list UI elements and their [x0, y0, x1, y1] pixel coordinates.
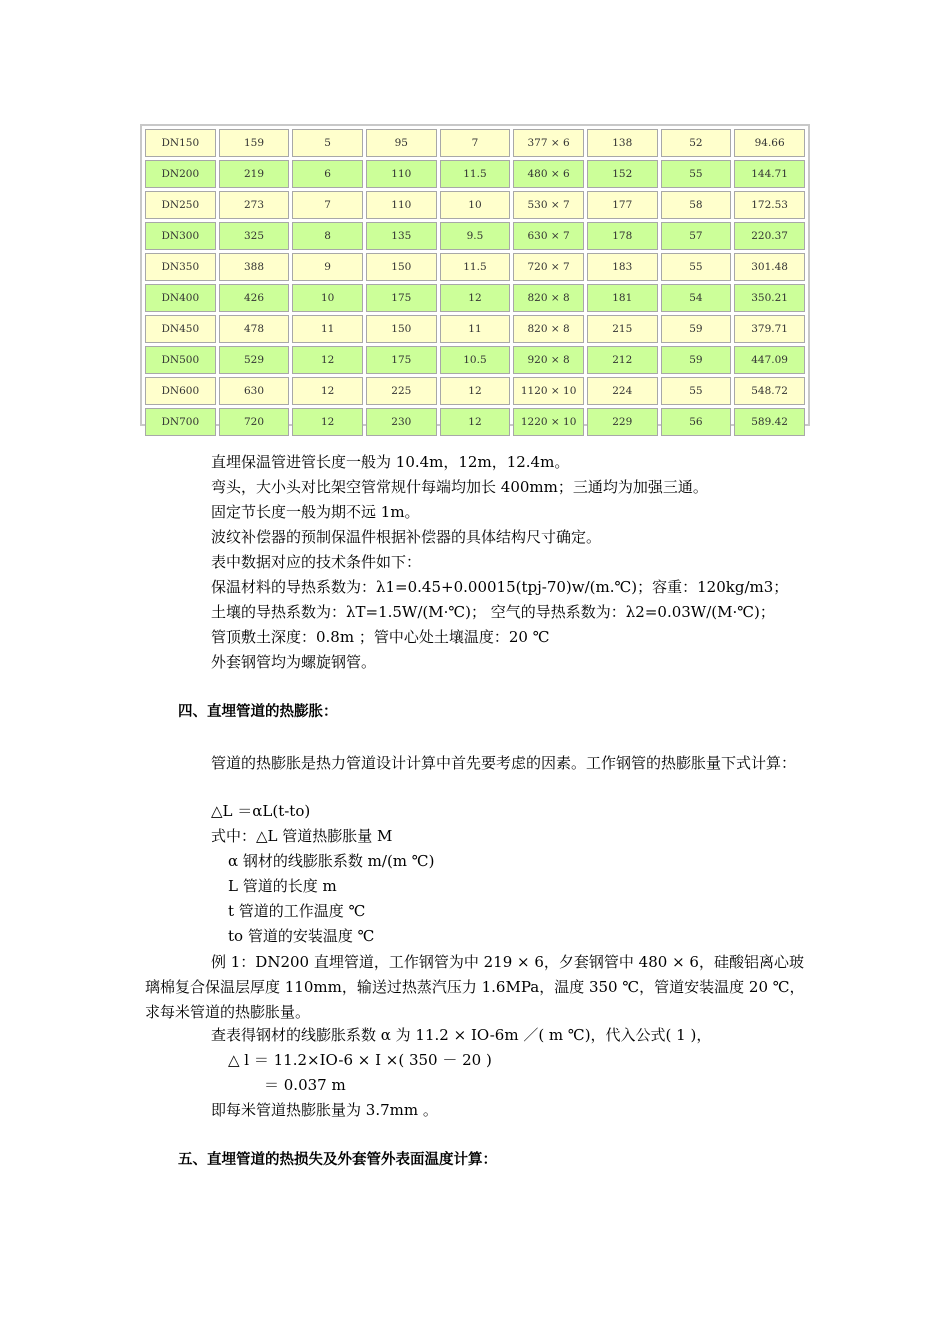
note-soil-depth: 管顶敷土深度：0.8m ；管中心处土壤温度：20 ℃: [211, 628, 550, 646]
table-cell: 220.37: [734, 222, 805, 250]
table-row: [145, 284, 805, 312]
table-cell: 144.71: [734, 160, 805, 188]
table-cell: 12: [292, 408, 363, 436]
table-cell: 920 × 8: [513, 346, 584, 374]
note-elbow-reducer: 弯头，大小头对比架空管常规什每端均加长 400mm；三通均为加强三通。: [211, 478, 708, 496]
table-cell: 11: [440, 315, 511, 343]
table-row: [145, 377, 805, 405]
table-cell: 10: [440, 191, 511, 219]
table-cell: 447.09: [734, 346, 805, 374]
table-cell: DN500: [145, 346, 216, 374]
table-cell: 301.48: [734, 253, 805, 281]
var-length: L 管道的长度 m: [228, 877, 337, 895]
var-work-temp: t 管道的工作温度 ℃: [228, 902, 366, 920]
table-row: [145, 408, 805, 436]
table-cell: 56: [661, 408, 732, 436]
table-cell: 225: [366, 377, 437, 405]
formula-where: 式中：△L 管道热膨胀量 M: [211, 827, 393, 845]
table-cell: 54: [661, 284, 732, 312]
table-cell: 11: [292, 315, 363, 343]
table-cell: 9.5: [440, 222, 511, 250]
table-row: [145, 253, 805, 281]
table-cell: 152: [587, 160, 658, 188]
table-cell: 377 × 6: [513, 129, 584, 157]
table-cell: 379.71: [734, 315, 805, 343]
table-cell: 224: [587, 377, 658, 405]
table-cell: 12: [292, 377, 363, 405]
table-cell: 95: [366, 129, 437, 157]
table-cell: 630: [219, 377, 290, 405]
table-cell: 55: [661, 253, 732, 281]
table-cell: 273: [219, 191, 290, 219]
table-cell: 820 × 8: [513, 284, 584, 312]
section4-intro: 管道的热膨胀是热力管道设计计算中首先要考虑的因素。工作钢管的热膨胀量下式计算：: [211, 754, 797, 772]
table-cell: 548.72: [734, 377, 805, 405]
table-cell: 10: [292, 284, 363, 312]
table-cell: 178: [587, 222, 658, 250]
table-cell: 530 × 7: [513, 191, 584, 219]
section4-heading: 四、直埋管道的热膨胀：: [178, 704, 338, 720]
note-bellows: 波纹补偿器的预制保温件根据补偿器的具体结构尺寸确定。: [211, 528, 602, 546]
table-cell: DN400: [145, 284, 216, 312]
note-spiral-pipe: 外套钢管均为螺旋钢管。: [211, 653, 377, 671]
table-cell: 150: [366, 315, 437, 343]
table-cell: DN350: [145, 253, 216, 281]
table-cell: 94.66: [734, 129, 805, 157]
table-row: [145, 129, 805, 157]
table-row: [145, 222, 805, 250]
table-cell: 9: [292, 253, 363, 281]
var-alpha: α 钢材的线膨胀系数 m/(m ℃): [228, 852, 435, 870]
table-cell: 175: [366, 346, 437, 374]
table-cell: 480 × 6: [513, 160, 584, 188]
table-cell: 1220 × 10: [513, 408, 584, 436]
table-row: [145, 346, 805, 374]
table-row: [145, 315, 805, 343]
table-cell: 589.42: [734, 408, 805, 436]
table-cell: DN600: [145, 377, 216, 405]
table-cell: 181: [587, 284, 658, 312]
table-cell: 426: [219, 284, 290, 312]
table-cell: 55: [661, 160, 732, 188]
table-cell: 12: [292, 346, 363, 374]
table-cell: 820 × 8: [513, 315, 584, 343]
table-cell: 172.53: [734, 191, 805, 219]
expansion-formula: △L ＝αL(t-to): [211, 802, 311, 820]
table-cell: 52: [661, 129, 732, 157]
table-cell: DN450: [145, 315, 216, 343]
table-cell: 12: [440, 408, 511, 436]
note-insulation-conductivity: 保温材料的导热系数为：λ1=0.45+0.00015(tpj-70)w/(m.℃)；容重：120kg/m3；: [211, 578, 789, 596]
table-cell: 219: [219, 160, 290, 188]
table-cell: 58: [661, 191, 732, 219]
pipe-spec-table-frame: [140, 124, 810, 426]
table-cell: 720 × 7: [513, 253, 584, 281]
table-cell: 110: [366, 160, 437, 188]
table-cell: 478: [219, 315, 290, 343]
pipe-spec-table: [142, 126, 808, 439]
table-cell: 5: [292, 129, 363, 157]
table-cell: 8: [292, 222, 363, 250]
table-cell: 135: [366, 222, 437, 250]
table-cell: 57: [661, 222, 732, 250]
table-cell: 11.5: [440, 160, 511, 188]
table-cell: 529: [219, 346, 290, 374]
section5-heading: 五、直埋管道的热损失及外套管外表面温度计算：: [178, 1152, 497, 1168]
note-pipe-length: 直埋保温管进管长度一般为 10.4m，12m，12.4m。: [211, 453, 570, 471]
table-row: [145, 191, 805, 219]
table-cell: 325: [219, 222, 290, 250]
table-cell: 388: [219, 253, 290, 281]
table-cell: 6: [292, 160, 363, 188]
table-cell: 10.5: [440, 346, 511, 374]
lookup-text: 查表得钢材的线膨胀系数 α 为 11.2 × IO-6m ／( m ℃)，代入公式( 1 )，: [211, 1026, 712, 1044]
table-cell: 229: [587, 408, 658, 436]
calc-step-1: △ l ＝ 11.2×IO-6 × I ×( 350 － 20 ): [228, 1051, 492, 1069]
calc-step-2: ＝ 0.037 m: [264, 1076, 346, 1094]
table-row: [145, 160, 805, 188]
table-cell: DN300: [145, 222, 216, 250]
table-cell: 183: [587, 253, 658, 281]
var-install-temp: to 管道的安装温度 ℃: [228, 927, 375, 945]
table-cell: 55: [661, 377, 732, 405]
table-cell: 110: [366, 191, 437, 219]
table-cell: 7: [292, 191, 363, 219]
table-cell: 12: [440, 284, 511, 312]
table-cell: 11.5: [440, 253, 511, 281]
table-cell: 175: [366, 284, 437, 312]
table-cell: 12: [440, 377, 511, 405]
table-cell: 177: [587, 191, 658, 219]
table-cell: 138: [587, 129, 658, 157]
table-cell: 230: [366, 408, 437, 436]
table-cell: 630 × 7: [513, 222, 584, 250]
table-cell: 7: [440, 129, 511, 157]
note-soil-air-conductivity: 土壤的导热系数为：λT=1.5W/(M·℃)； 空气的导热系数为：λ2=0.03W/(M·℃)；: [211, 603, 775, 621]
table-cell: 1120 × 10: [513, 377, 584, 405]
example-1: 例 1：DN200 直埋管道，工作钢管为中 219 × 6，夕套钢管中 480 × 6，硅酸铝离心玻璃棉复合保温层厚度 110mm，输送过热蒸汽压力 1.6MPa，温度 350 ℃，管道安装温度 20 ℃，求每米管道的热膨胀量。: [145, 953, 805, 1021]
table-cell: DN700: [145, 408, 216, 436]
table-cell: 59: [661, 315, 732, 343]
table-cell: DN150: [145, 129, 216, 157]
table-cell: 59: [661, 346, 732, 374]
table-cell: 720: [219, 408, 290, 436]
calc-result: 即每米管道热膨胀量为 3.7mm 。: [211, 1101, 438, 1119]
table-cell: 150: [366, 253, 437, 281]
table-cell: 350.21: [734, 284, 805, 312]
table-cell: DN200: [145, 160, 216, 188]
note-conditions-intro: 表中数据对应的技术条件如下：: [211, 553, 422, 571]
table-cell: 212: [587, 346, 658, 374]
table-cell: 159: [219, 129, 290, 157]
note-fixed-section: 固定节长度一般为期不远 1m。: [211, 503, 420, 521]
table-cell: DN250: [145, 191, 216, 219]
table-cell: 215: [587, 315, 658, 343]
